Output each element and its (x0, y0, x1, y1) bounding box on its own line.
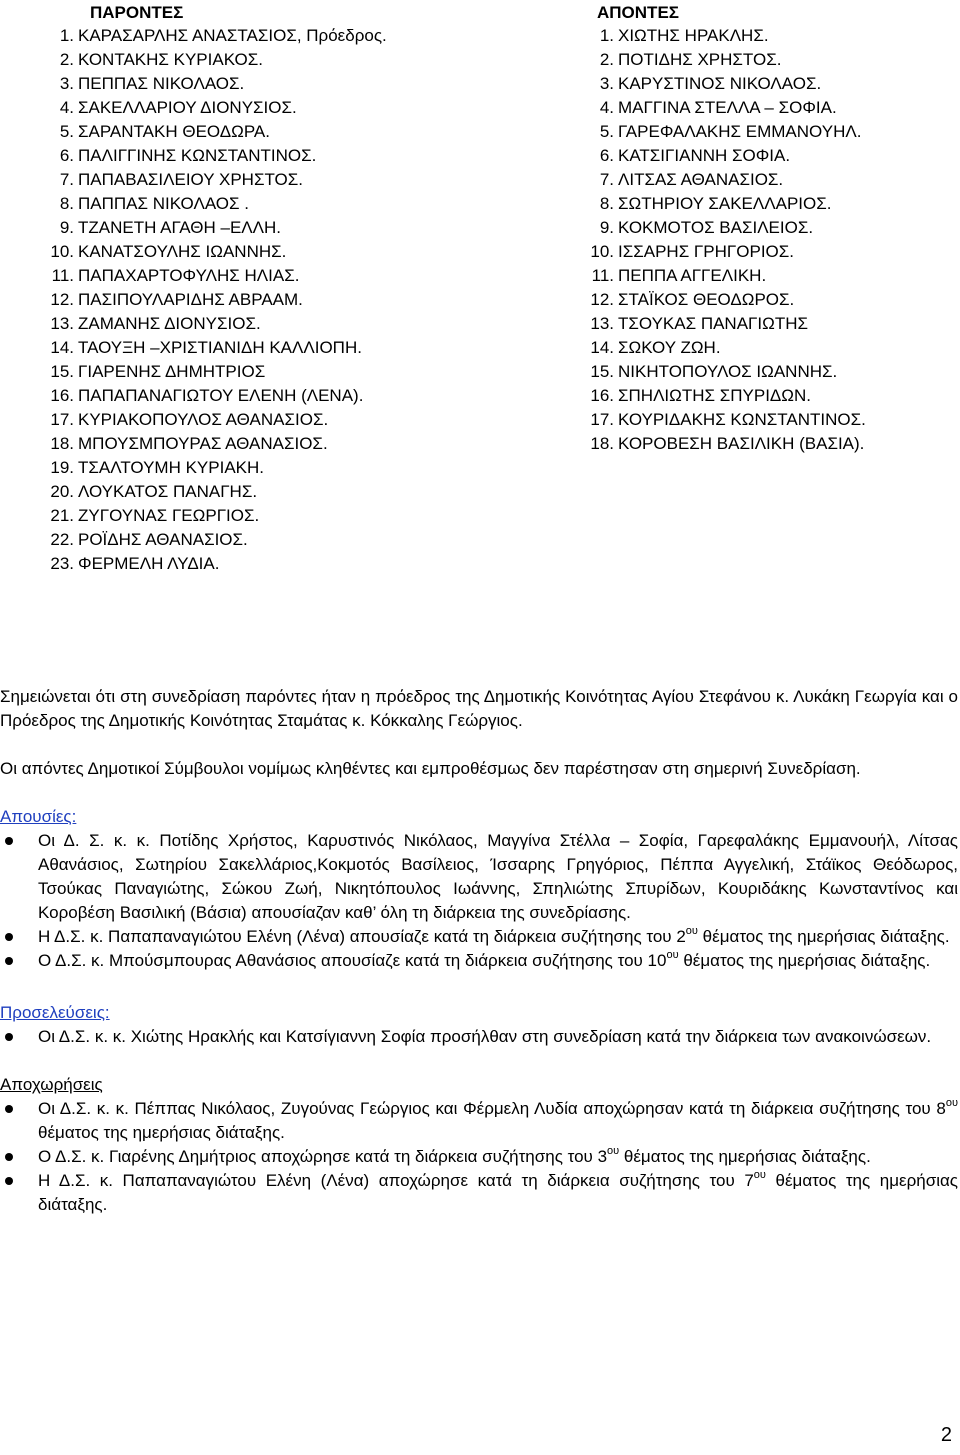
member-name: ΣΠΗΛΙΩΤΗΣ ΣΠΥΡΙΔΩΝ. (618, 386, 811, 405)
present-member (40, 264, 540, 288)
present-member (40, 480, 540, 504)
member-name: ΚΑΤΣΙΓΙΑΝΝΗ ΣΟΦΙΑ. (618, 146, 791, 165)
departure-item: Οι Δ.Σ. κ. κ. Πέππας Νικόλαος, Ζυγούνας Γεώργιος και Φέρμελη Λυδία αποχώρησαν κατά τη διάρκεια συζήτησης του $8^{o\upsilon}$ θέματος της ημερήσιας διάταξης. (0, 1097, 958, 1145)
member-name: ΠΕΠΠΑ ΑΓΓΕΛΙΚΗ. (618, 266, 767, 285)
absent-member (582, 264, 952, 288)
member-name: ΣΩΤΗΡΙΟΥ ΣΑΚΕΛΛΑΡΙΟΣ. (618, 194, 832, 213)
member-number: 7. (59, 170, 74, 189)
member-number: 14. (50, 338, 74, 357)
member-number: 4. (599, 98, 614, 117)
member-number: 1. (59, 26, 74, 45)
member-name: ΠΟΤΙΔΗΣ ΧΡΗΣΤΟΣ. (618, 50, 782, 69)
member-number: 12. (50, 290, 74, 309)
member-name: ΚΟΡΟΒΕΣΗ ΒΑΣΙΛΙΚΗ (ΒΑΣΙΑ). (618, 434, 865, 453)
absent-member (582, 288, 952, 312)
member-name: ΠΑΠΑΧΑΡΤΟΦΥΛΗΣ ΗΛΙΑΣ. (78, 266, 300, 285)
present-member (40, 240, 540, 264)
absent-column (582, 2, 952, 456)
arrivals-heading: Προσελεύσεις: (0, 1003, 110, 1022)
member-number: 22. (50, 530, 74, 549)
member-number: 3. (59, 74, 74, 93)
member-name: ΝΙΚΗΤΟΠΟΥΛΟΣ ΙΩΑΝΝΗΣ. (618, 362, 838, 381)
member-number: 8. (59, 194, 74, 213)
member-name: ΙΣΣΑΡΗΣ ΓΡΗΓΟΡΙΟΣ. (618, 242, 795, 261)
absence-item: Η Δ.Σ. κ. Παπαπαναγιώτου Ελένη (Λένα) απουσίαζε κατά τη διάρκεια συζήτησης του $2^{o\upsilon}$ θέματος της ημερήσιας διάταξης. (0, 925, 958, 949)
member-number: 13. (50, 314, 74, 333)
member-number: 15. (590, 362, 614, 381)
member-name: ΖΑΜΑΝΗΣ ΔΙΟΝΥΣΙΟΣ. (78, 314, 261, 333)
member-name: ΚΑΝΑΤΣΟΥΛΗΣ ΙΩΑΝΝΗΣ. (78, 242, 287, 261)
note-community-presidents: Σημειώνεται ότι στη συνεδρίαση παρόντες ήταν η πρόεδρος της Δημοτικής Κοινότητας Αγίου Στεφάνου κ. Λυκάκη Γεωργία και ο Πρόεδρος της Δημοτικής Κοινότητας Σταμάτας κ. Κόκκαλης Γεώργιος. (0, 687, 958, 730)
member-number: 10. (50, 242, 74, 261)
present-member (40, 24, 540, 48)
present-member (40, 120, 540, 144)
present-member (40, 336, 540, 360)
member-name: ΖΥΓΟΥΝΑΣ ΓΕΩΡΓΙΟΣ. (78, 506, 260, 525)
member-name: ΠΑΠΑΠΑΝΑΓΙΩΤΟΥ ΕΛΕΝΗ (ΛΕΝΑ). (78, 386, 364, 405)
present-member (40, 408, 540, 432)
page-number: 2 (940, 1424, 952, 1446)
member-name: ΣΑΡΑΝΤΑΚΗ ΘΕΟΔΩΡΑ. (78, 122, 270, 141)
member-number: 18. (50, 434, 74, 453)
member-number: 1. (599, 26, 614, 45)
present-column (40, 2, 540, 576)
absence-item: Οι Δ. Σ. κ. κ. Ποτίδης Χρήστος, Καρυστινός Νικόλαος, Μαγγίνα Στέλλα – Σοφία, Γαρεφαλάκης Εμμανουήλ, Λίτσας Αθανάσιος, Σωτηρίου Σακελλάριος,Κοκμοτός Βασίλειος, Ίσσαρης Γρηγόριος, Πέππα Αγγελική, Στάϊκος Θεόδωρος, Τσούκας Παναγιώτης, Σώκου Ζωή, Νικητόπουλος Ιωάννης, Σπηλιώτης Σπυρίδων, Κουριδάκης Κωνσταντίνος και Κοροβέση Βασιλική (Βάσια) απουσίαζαν καθ’ όλη τη διάρκεια της συνεδρίασης. (0, 829, 958, 925)
departure-item: Η Δ.Σ. κ. Παπαπαναγιώτου Ελένη (Λένα) αποχώρησε κατά τη διάρκεια συζήτησης του $7^{o\upsilon}$ θέματος της ημερήσιας διάταξης. (0, 1169, 958, 1217)
member-name: ΚΟΚΜΟΤΟΣ ΒΑΣΙΛΕΙΟΣ. (618, 218, 814, 237)
present-member (40, 360, 540, 384)
absent-member (582, 240, 952, 264)
absent-member (582, 432, 952, 456)
member-name: ΡΟΪΔΗΣ ΑΘΑΝΑΣΙΟΣ. (78, 530, 248, 549)
member-number: 16. (590, 386, 614, 405)
arrival-item: Οι Δ.Σ. κ. κ. Χιώτης Ηρακλής και Κατσίγιαννη Σοφία προσήλθαν στη συνεδρίαση κατά την διάρκεια των ανακοινώσεων. (0, 1025, 958, 1049)
member-number: 17. (590, 410, 614, 429)
absent-member (582, 192, 952, 216)
present-member (40, 384, 540, 408)
member-number: 6. (59, 146, 74, 165)
present-member (40, 432, 540, 456)
member-number: 7. (599, 170, 614, 189)
member-name: ΤΣΟΥΚΑΣ ΠΑΝΑΓΙΩΤΗΣ (618, 314, 809, 333)
member-number: 4. (59, 98, 74, 117)
present-member (40, 96, 540, 120)
absent-member (582, 24, 952, 48)
member-name: ΣΩΚΟΥ ΖΩΗ. (618, 338, 721, 357)
member-number: 6. (599, 146, 614, 165)
member-number: 20. (50, 482, 74, 501)
departures-heading: Αποχωρήσεις (0, 1075, 103, 1094)
member-name: ΤΣΑΛΤΟΥΜΗ ΚΥΡΙΑΚΗ. (78, 458, 264, 477)
member-number: 10. (590, 242, 614, 261)
member-name: ΣΑΚΕΛΛΑΡΙΟΥ ΔΙΟΝΥΣΙΟΣ. (78, 98, 297, 117)
member-name: ΚΥΡΙΑΚΟΠΟΥΛΟΣ ΑΘΑΝΑΣΙΟΣ. (78, 410, 329, 429)
member-number: 2. (59, 50, 74, 69)
absent-member (582, 48, 952, 72)
present-member (40, 528, 540, 552)
member-number: 19. (50, 458, 74, 477)
member-name: ΠΑΣΙΠΟΥΛΑΡΙΔΗΣ ΑΒΡΑΑΜ. (78, 290, 303, 309)
present-member (40, 504, 540, 528)
member-name: ΠΑΛΙΓΓΙΝΗΣ ΚΩΝΣΤΑΝΤΙΝΟΣ. (78, 146, 317, 165)
absent-member (582, 408, 952, 432)
member-name: ΠΕΠΠΑΣ ΝΙΚΟΛΑΟΣ. (78, 74, 245, 93)
member-name: ΤΑΟΥΞΗ –ΧΡΙΣΤΙΑΝΙΔΗ ΚΑΛΛΙΟΠΗ. (78, 338, 362, 357)
member-name: ΚΑΡΑΣΑΡΛΗΣ ΑΝΑΣΤΑΣΙΟΣ, Πρόεδρος. (78, 26, 387, 45)
member-name: ΜΑΓΓΙΝΑ ΣΤΕΛΛΑ – ΣΟΦΙΑ. (618, 98, 837, 117)
member-name: ΚΟΥΡΙΔΑΚΗΣ ΚΩΝΣΤΑΝΤΙΝΟΣ. (618, 410, 866, 429)
absent-member (582, 96, 952, 120)
member-number: 21. (50, 506, 74, 525)
departure-item: Ο Δ.Σ. κ. Γιαρένης Δημήτριος αποχώρησε κατά τη διάρκεια συζήτησης του $3^{o\upsilon}$ θέματος της ημερήσιας διάταξης. (0, 1145, 958, 1169)
absent-member (582, 72, 952, 96)
member-name: ΛΟΥΚΑΤΟΣ ΠΑΝΑΓΗΣ. (78, 482, 258, 501)
absent-member (582, 312, 952, 336)
member-number: 16. (50, 386, 74, 405)
member-name: ΚΑΡΥΣΤΙΝΟΣ ΝΙΚΟΛΑΟΣ. (618, 74, 822, 93)
present-member (40, 168, 540, 192)
member-number: 5. (59, 122, 74, 141)
absent-member (582, 336, 952, 360)
member-name: ΓΑΡΕΦΑΛΑΚΗΣ ΕΜΜΑΝΟΥΗΛ. (618, 122, 862, 141)
present-member (40, 456, 540, 480)
absent-member (582, 120, 952, 144)
note-absent-councillors: Οι απόντες Δημοτικοί Σύμβουλοι νομίμως κληθέντες και εμπροθέσμως δεν παρέστησαν στη σημερινή Συνεδρίαση. (0, 759, 861, 778)
member-number: 11. (51, 266, 74, 285)
member-number: 12. (590, 290, 614, 309)
present-member (40, 288, 540, 312)
present-member (40, 72, 540, 96)
absent-title: ΑΠΟΝΤΕΣ (597, 3, 679, 22)
absent-member (582, 168, 952, 192)
member-name: ΦΕΡΜΕΛΗ ΛΥΔΙΑ. (78, 554, 220, 573)
absent-list (582, 24, 952, 456)
present-member (40, 192, 540, 216)
member-name: ΣΤΑΪΚΟΣ ΘΕΟΔΩΡΟΣ. (618, 290, 795, 309)
member-name: ΚΟΝΤΑΚΗΣ ΚΥΡΙΑΚΟΣ. (78, 50, 263, 69)
member-number: 23. (50, 554, 74, 573)
absences-heading: Απουσίες: (0, 807, 77, 826)
member-number: 3. (599, 74, 614, 93)
member-name: ΠΑΠΑΒΑΣΙΛΕΙΟΥ ΧΡΗΣΤΟΣ. (78, 170, 303, 189)
member-number: 13. (590, 314, 614, 333)
present-member (40, 48, 540, 72)
present-title: ΠΑΡΟΝΤΕΣ (90, 3, 184, 22)
member-name: ΠΑΠΠΑΣ ΝΙΚΟΛΑΟΣ . (78, 194, 249, 213)
present-member (40, 144, 540, 168)
member-number: 9. (59, 218, 74, 237)
member-number: 17. (50, 410, 74, 429)
absent-member (582, 216, 952, 240)
member-number: 5. (599, 122, 614, 141)
absent-member (582, 144, 952, 168)
member-name: ΧΙΩΤΗΣ ΗΡΑΚΛΗΣ. (618, 26, 769, 45)
member-name: ΛΙΤΣΑΣ ΑΘΑΝΑΣΙΟΣ. (618, 170, 784, 189)
present-member (40, 552, 540, 576)
absences-list (0, 829, 958, 973)
absence-item: Ο Δ.Σ. κ. Μπούσμπουρας Αθανάσιος απουσίαζε κατά τη διάρκεια συζήτησης του $10^{o\upsilon}$ θέματος της ημερήσιας διάταξης. (0, 949, 958, 973)
member-number: 9. (599, 218, 614, 237)
member-number: 15. (50, 362, 74, 381)
absent-member (582, 360, 952, 384)
member-number: 14. (590, 338, 614, 357)
document-body (0, 685, 958, 1217)
present-member (40, 216, 540, 240)
attendance-columns (0, 2, 960, 602)
member-number: 8. (599, 194, 614, 213)
present-member (40, 312, 540, 336)
member-number: 11. (591, 266, 614, 285)
arrivals-list (0, 1025, 958, 1049)
member-name: ΓΙΑΡΕΝΗΣ ΔΗΜΗΤΡΙΟΣ (78, 362, 266, 381)
departures-list (0, 1097, 958, 1217)
member-name: ΤΖΑΝΕΤΗ ΑΓΑΘΗ –ΕΛΛΗ. (78, 218, 282, 237)
present-list (40, 24, 540, 576)
member-name: ΜΠΟΥΣΜΠΟΥΡΑΣ ΑΘΑΝΑΣΙΟΣ. (78, 434, 328, 453)
member-number: 2. (599, 50, 614, 69)
absent-member (582, 384, 952, 408)
member-number: 18. (590, 434, 614, 453)
